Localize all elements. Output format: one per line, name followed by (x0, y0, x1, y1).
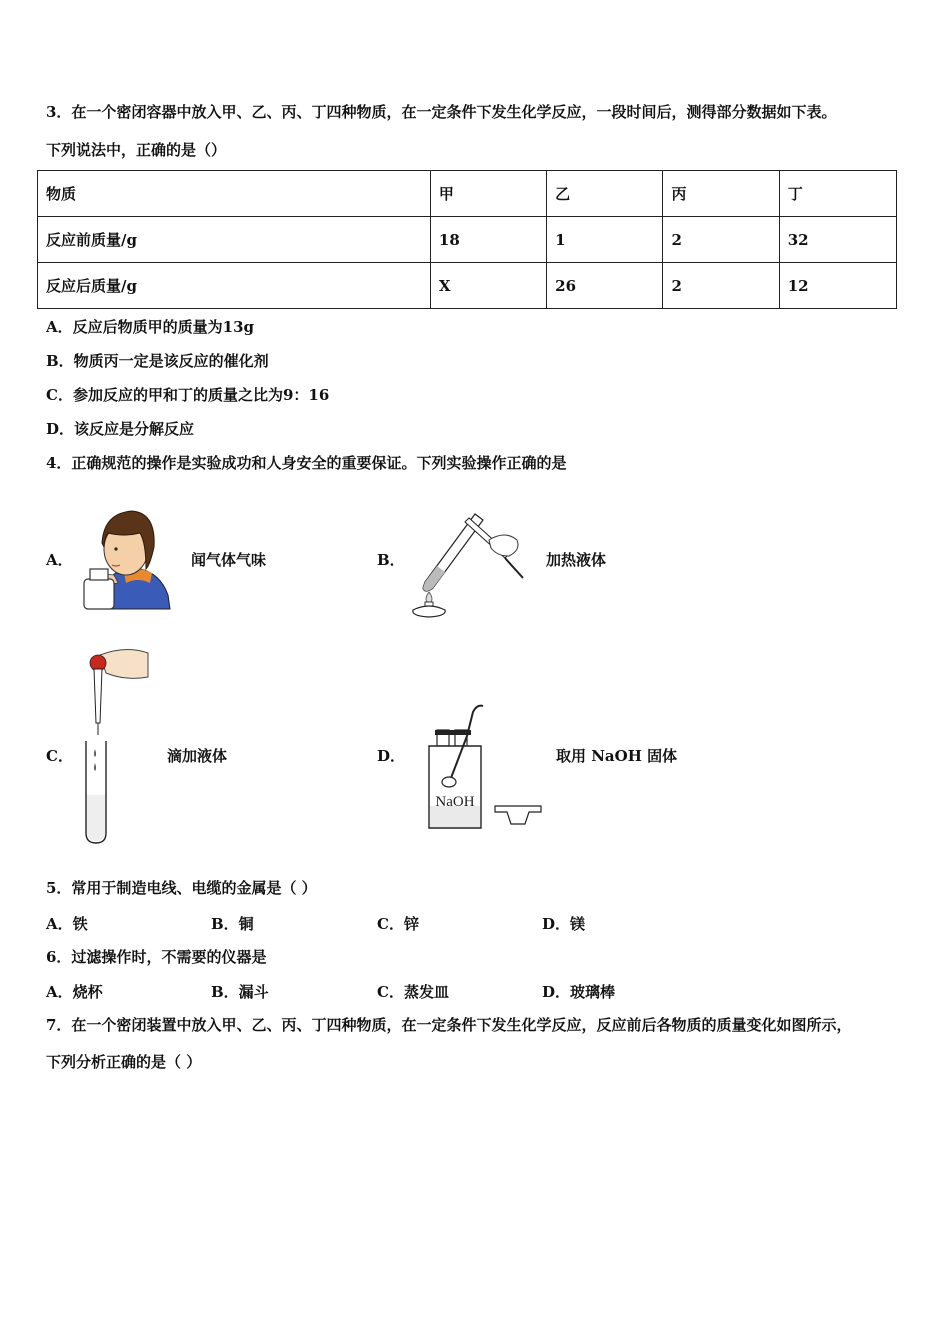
q3-option-c: C．参加反应的甲和丁的质量之比为9：16 (46, 386, 330, 404)
q6-choice-b: B．漏斗 (211, 983, 269, 1001)
table-header-cell: 物质 (38, 171, 431, 217)
q5-choice-c: C．锌 (377, 915, 419, 933)
q3-data-table (37, 170, 897, 309)
table-cell: 反应前质量/g (38, 217, 431, 263)
bottle-label: NaOH (435, 794, 475, 810)
q3-stem-line2: 下列说法中，正确的是（） (46, 141, 227, 159)
naoh-bottle-illustration (425, 702, 545, 832)
q7-stem-line1: 7．在一个密闭装置中放入甲、乙、丙、丁四种物质，在一定条件下发生化学反应，反应前后各物质的质量变化如图所示， (46, 1016, 852, 1034)
q4-option-b-letter: B． (377, 551, 405, 569)
q6-stem: 6．过滤操作时，不需要的仪器是 (46, 948, 267, 966)
q4-option-c-caption: 滴加液体 (167, 747, 228, 765)
table-cell: X (430, 263, 546, 309)
q3-option-d: D．该反应是分解反应 (46, 420, 195, 438)
table-header-cell: 丁 (779, 171, 896, 217)
table-cell: 1 (547, 217, 663, 263)
smelling-gas-illustration (80, 503, 172, 611)
q5-choice-d: D．镁 (542, 915, 586, 933)
q4-option-a-letter: A． (46, 551, 73, 569)
q4-option-b-caption: 加热液体 (546, 551, 607, 569)
q4-option-d-caption: 取用 NaOH 固体 (556, 747, 678, 765)
table-cell: 2 (663, 263, 779, 309)
table-cell: 反应后质量/g (38, 263, 431, 309)
q4-option-d-letter: D． (377, 747, 406, 765)
table-cell: 18 (430, 217, 546, 263)
q4-option-c-letter: C． (46, 747, 73, 765)
q7-stem-line2: 下列分析正确的是（ ） (46, 1053, 202, 1071)
q6-choice-d: D．玻璃棒 (542, 983, 616, 1001)
q5-choice-a: A．铁 (46, 915, 88, 933)
table-header-cell: 丙 (663, 171, 779, 217)
q4-option-a-caption: 闻气体气味 (191, 551, 267, 569)
table-cell: 32 (779, 217, 896, 263)
q5-choice-b: B．铜 (211, 915, 254, 933)
table-header-cell: 乙 (547, 171, 663, 217)
q3-stem-line1: 3．在一个密闭容器中放入甲、乙、丙、丁四种物质，在一定条件下发生化学反应，一段时间后，测得部分数据如下表。 (46, 103, 837, 121)
table-header-cell: 甲 (430, 171, 546, 217)
q6-choice-a: A．烧杯 (46, 983, 103, 1001)
table-row (38, 263, 897, 309)
q3-option-b: B．物质丙一定是该反应的催化剂 (46, 352, 269, 370)
table-header-row (38, 171, 897, 217)
q3-option-a: A．反应后物质甲的质量为13g (46, 318, 255, 336)
table-row (38, 217, 897, 263)
q6-choice-c: C．蒸发皿 (377, 983, 449, 1001)
table-cell: 2 (663, 217, 779, 263)
table-cell: 26 (547, 263, 663, 309)
heating-liquid-illustration (405, 500, 530, 618)
dropping-liquid-illustration (78, 645, 153, 845)
q4-stem: 4．正确规范的操作是实验成功和人身安全的重要保证。下列实验操作正确的是 (46, 454, 567, 472)
table-cell: 12 (779, 263, 896, 309)
q5-stem: 5．常用于制造电线、电缆的金属是（ ） (46, 879, 317, 897)
